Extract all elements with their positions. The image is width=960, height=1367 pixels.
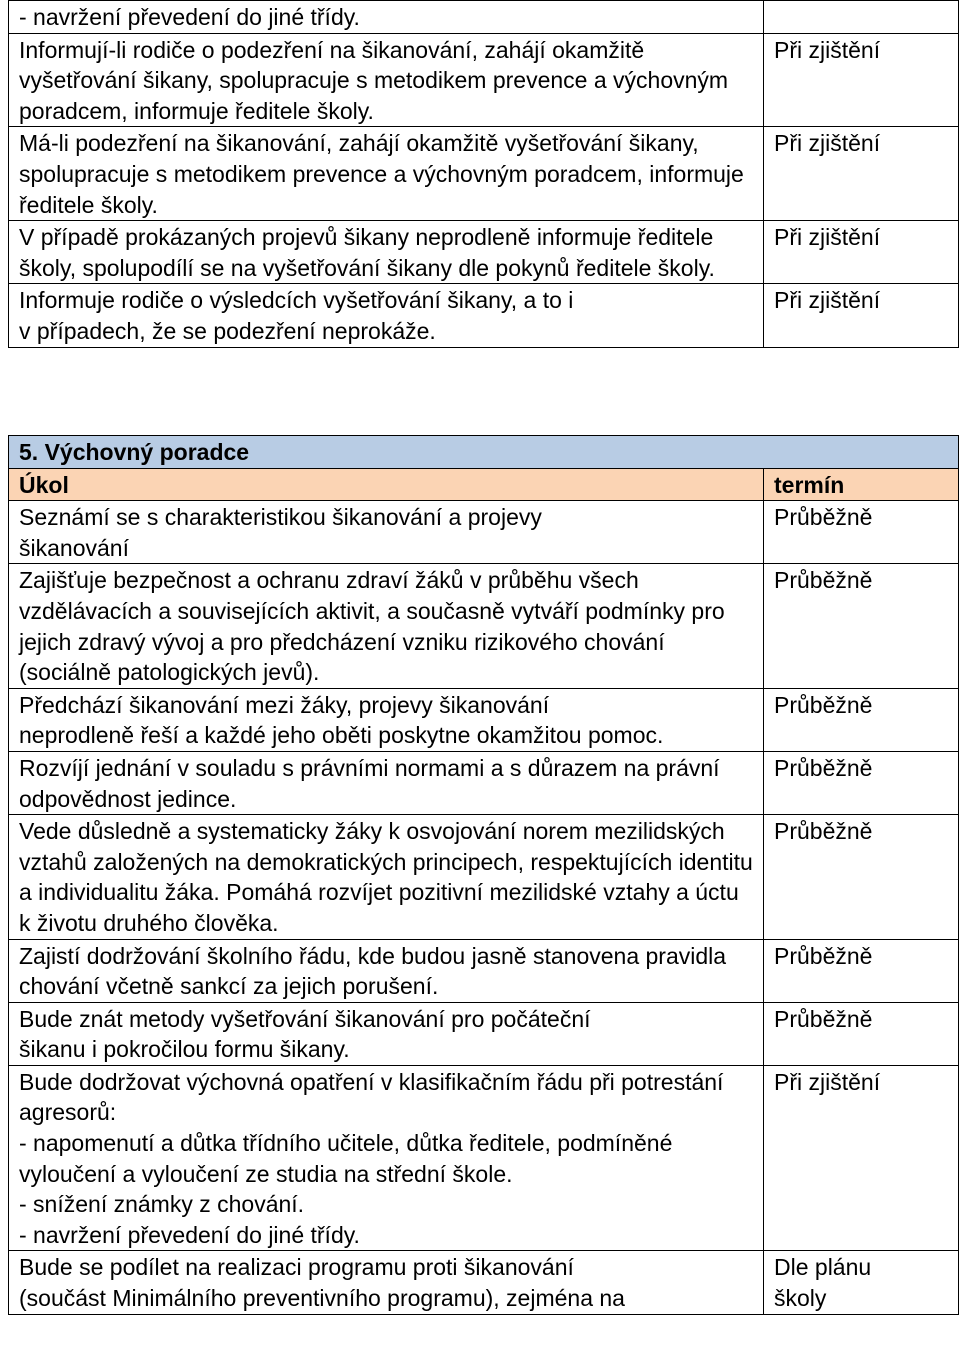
table-header-row bbox=[9, 468, 959, 501]
term-cell: Průběžně bbox=[764, 815, 959, 939]
task-cell: Bude dodržovat výchovná opatření v klasifikačním řádu při potrestání agresorů: - napomenutí a důtka třídního učitele, důtka ředitele, podmíněné vyloučení a vyloučení ze studia na střední škole. - snížení známky z chování. - navržení převedení do jiné třídy. bbox=[9, 1065, 764, 1251]
task-cell: Zajišťuje bezpečnost a ochranu zdraví žáků v průběhu všech vzdělávacích a souvisejících aktivit, a současně vytváří podmínky pro jejich zdravý vývoj a pro předcházení vzniku rizikového chování (sociálně patologických jevů). bbox=[9, 564, 764, 688]
table-row bbox=[9, 1065, 959, 1251]
term-cell: Průběžně bbox=[764, 501, 959, 564]
table-row bbox=[9, 688, 959, 751]
term-cell: Průběžně bbox=[764, 1002, 959, 1065]
duties-table-top bbox=[8, 0, 959, 348]
term-cell: Průběžně bbox=[764, 939, 959, 1002]
term-cell: Dle plánu školy bbox=[764, 1251, 959, 1314]
header-term: termín bbox=[764, 468, 959, 501]
table-row bbox=[9, 221, 959, 284]
header-task: Úkol bbox=[9, 468, 764, 501]
task-cell: Bude znát metody vyšetřování šikanování pro počáteční šikanu i pokročilou formu šikany. bbox=[9, 1002, 764, 1065]
task-cell: Informují-li rodiče o podezření na šikanování, zahájí okamžitě vyšetřování šikany, spolupracuje s metodikem prevence a výchovným poradcem, informuje ředitele školy. bbox=[9, 33, 764, 127]
term-cell: Průběžně bbox=[764, 688, 959, 751]
term-cell: Při zjištění bbox=[764, 284, 959, 347]
term-cell: Při zjištění bbox=[764, 1065, 959, 1251]
task-cell: - navržení převedení do jiné třídy. bbox=[9, 1, 764, 34]
table-row bbox=[9, 939, 959, 1002]
table-row bbox=[9, 815, 959, 939]
term-cell: Při zjištění bbox=[764, 221, 959, 284]
term-cell: Při zjištění bbox=[764, 127, 959, 221]
term-cell: Průběžně bbox=[764, 751, 959, 814]
section-title-row bbox=[9, 436, 959, 469]
task-cell: V případě prokázaných projevů šikany neprodleně informuje ředitele školy, spolupodílí se na vyšetřování šikany dle pokynů ředitele školy. bbox=[9, 221, 764, 284]
section-title: 5. Výchovný poradce bbox=[9, 436, 959, 469]
table-row bbox=[9, 127, 959, 221]
task-cell: Má-li podezření na šikanování, zahájí okamžitě vyšetřování šikany, spolupracuje s metodikem prevence a výchovným poradcem, informuje ředitele školy. bbox=[9, 127, 764, 221]
table-row bbox=[9, 501, 959, 564]
task-cell: Rozvíjí jednání v souladu s právními normami a s důrazem na právní odpovědnost jedince. bbox=[9, 751, 764, 814]
task-cell: Zajistí dodržování školního řádu, kde budou jasně stanovena pravidla chování včetně sankcí za jejich porušení. bbox=[9, 939, 764, 1002]
task-cell: Vede důsledně a systematicky žáky k osvojování norem mezilidských vztahů založených na demokratických principech, respektujících identitu a individualitu žáka. Pomáhá rozvíjet pozitivní mezilidské vztahy a úctu k životu druhého člověka. bbox=[9, 815, 764, 939]
table-row bbox=[9, 564, 959, 688]
term-cell bbox=[764, 1, 959, 34]
table-row bbox=[9, 1251, 959, 1314]
table-row bbox=[9, 284, 959, 347]
table-row bbox=[9, 1, 959, 34]
task-cell: Informuje rodiče o výsledcích vyšetřování šikany, a to i v případech, že se podezření neprokáže. bbox=[9, 284, 764, 347]
duties-table-educational-counselor bbox=[8, 435, 959, 1315]
term-cell: Průběžně bbox=[764, 564, 959, 688]
term-cell: Při zjištění bbox=[764, 33, 959, 127]
task-cell: Seznámí se s charakteristikou šikanování a projevy šikanování bbox=[9, 501, 764, 564]
table-row bbox=[9, 33, 959, 127]
table-row bbox=[9, 1002, 959, 1065]
table-row bbox=[9, 751, 959, 814]
task-cell: Bude se podílet na realizaci programu proti šikanování (součást Minimálního preventivního programu), zejména na bbox=[9, 1251, 764, 1314]
task-cell: Předchází šikanování mezi žáky, projevy šikanování neprodleně řeší a každé jeho oběti poskytne okamžitou pomoc. bbox=[9, 688, 764, 751]
